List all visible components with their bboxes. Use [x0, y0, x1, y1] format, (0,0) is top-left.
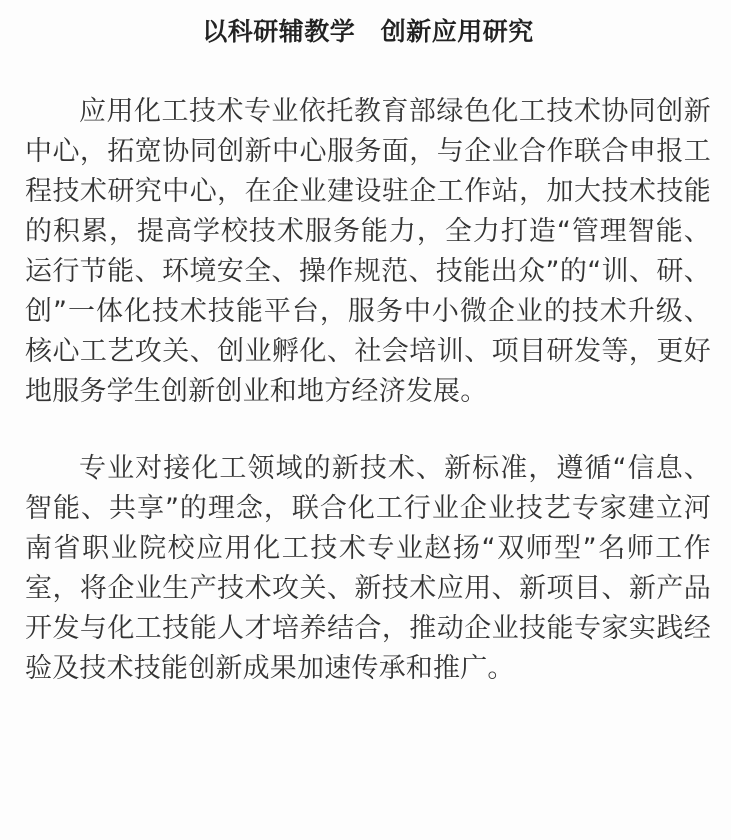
article-paragraph-1: 应用化工技术专业依托教育部绿色化工技术协同创新中心，拓宽协同创新中心服务面，与企业合作联合申报工程技术研究中心，在企业建设驻企工作站，加大技术技能的积累，提高学校技术服务能力，全力打造“管理智能、运行节能、环境安全、操作规范、技能出众”的“训、研、创”一体化技术技能平台，服务中小微企业的技术升级、核心工艺攻关、创业孵化、社会培训、项目研发等，更好地服务学生创新创业和地方经济发展。: [25, 96, 711, 407]
article: [25, 0, 711, 689]
article-title: 以科研辅教学 创新应用研究: [202, 17, 534, 46]
article-paragraph-2: 专业对接化工领域的新技术、新标准，遵循“信息、智能、共享”的理念，联合化工行业企业技艺专家建立河南省职业院校应用化工技术专业赵扬“双师型”名师工作室，将企业生产技术攻关、新技术应用、新项目、新产品开发与化工技能人才培养结合，推动企业技能专家实践经验及技术技能创新成果加速传承和推广。: [25, 453, 711, 684]
